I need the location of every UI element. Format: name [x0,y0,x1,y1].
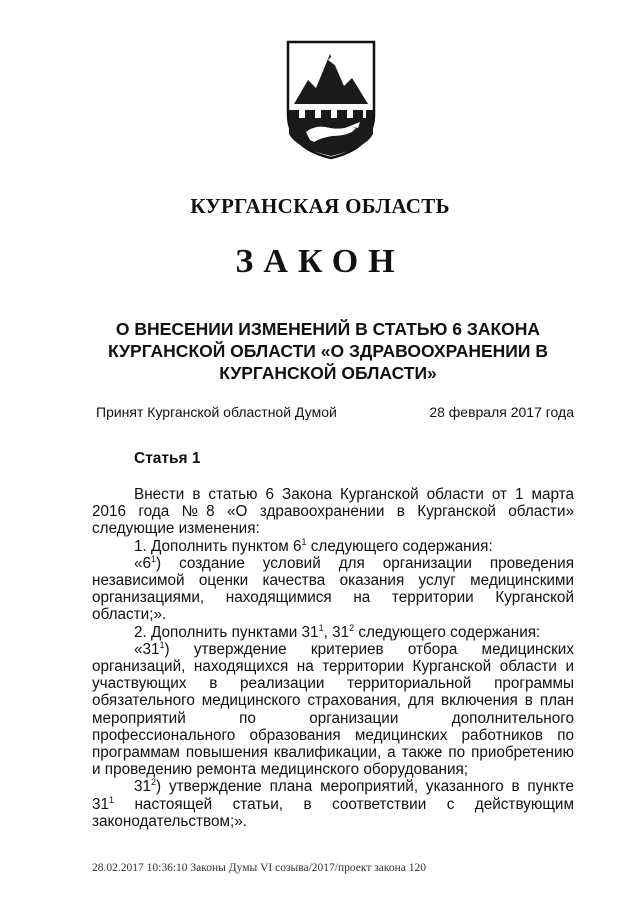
paragraph-item-1-text: «$6^1$) создание условий для организации проведения независимой оценки качества оказания услуг медицинскими организациями, находящимися на территории Курганской области;». [92,553,574,624]
document-type: ЗАКОН [235,243,405,280]
paragraph-item-2: 2. Дополнить пунктами $31^1$, $31^2$ следующего содержания: [134,622,541,641]
paragraph-intro: Внести в статью 6 Закона Курганской области от 1 марта 2016 года №8 «О здравоохранении в Курганской области» следующие изменения: [92,486,574,538]
region-name: КУРГАНСКАЯ ОБЛАСТЬ [190,194,450,218]
adopted-date: 28 февраля 2017 года [429,404,574,420]
kurgan-coat-of-arms-icon [286,40,376,160]
article-heading: Статья 1 [134,450,201,467]
footer-stamp: 28.02.2017 10:36:10 Законы Думы VI созыва/2017/проект закона 120 [92,862,427,874]
paragraph-item-1: 1. Дополнить пунктом $6^1$ следующего содержания: [134,536,493,555]
article-body [92,486,574,830]
paragraph-item-2-text-1: «$31^1$) утверждение критериев отбора медицинских организаций, находящихся на территории Курганской области и участвующих в реализации территориальной программы обязательного медицинского страхования, для включения в план мероприятий по организации дополнительного профессионального образования медицинских работников по программам повышения квалификации, а также по приобретению и проведению ремонта медицинского оборудования; [92,639,574,779]
paragraph-item-2-text-2: $31^2$) утверждение плана мероприятий, указанного в пункте $31^1$ настоящей статьи, в соответствии с действующим законодательством;». [92,777,574,830]
adopted-by: Принят Курганской областной Думой [96,404,337,420]
law-title: О ВНЕСЕНИИ ИЗМЕНЕНИЙ В СТАТЬЮ 6 ЗАКОНА КУРГАНСКОЙ ОБЛАСТИ «О ЗДРАВООХРАНЕНИИ В КУРГАНСКОЙ ОБЛАСТИ» [108,319,548,383]
